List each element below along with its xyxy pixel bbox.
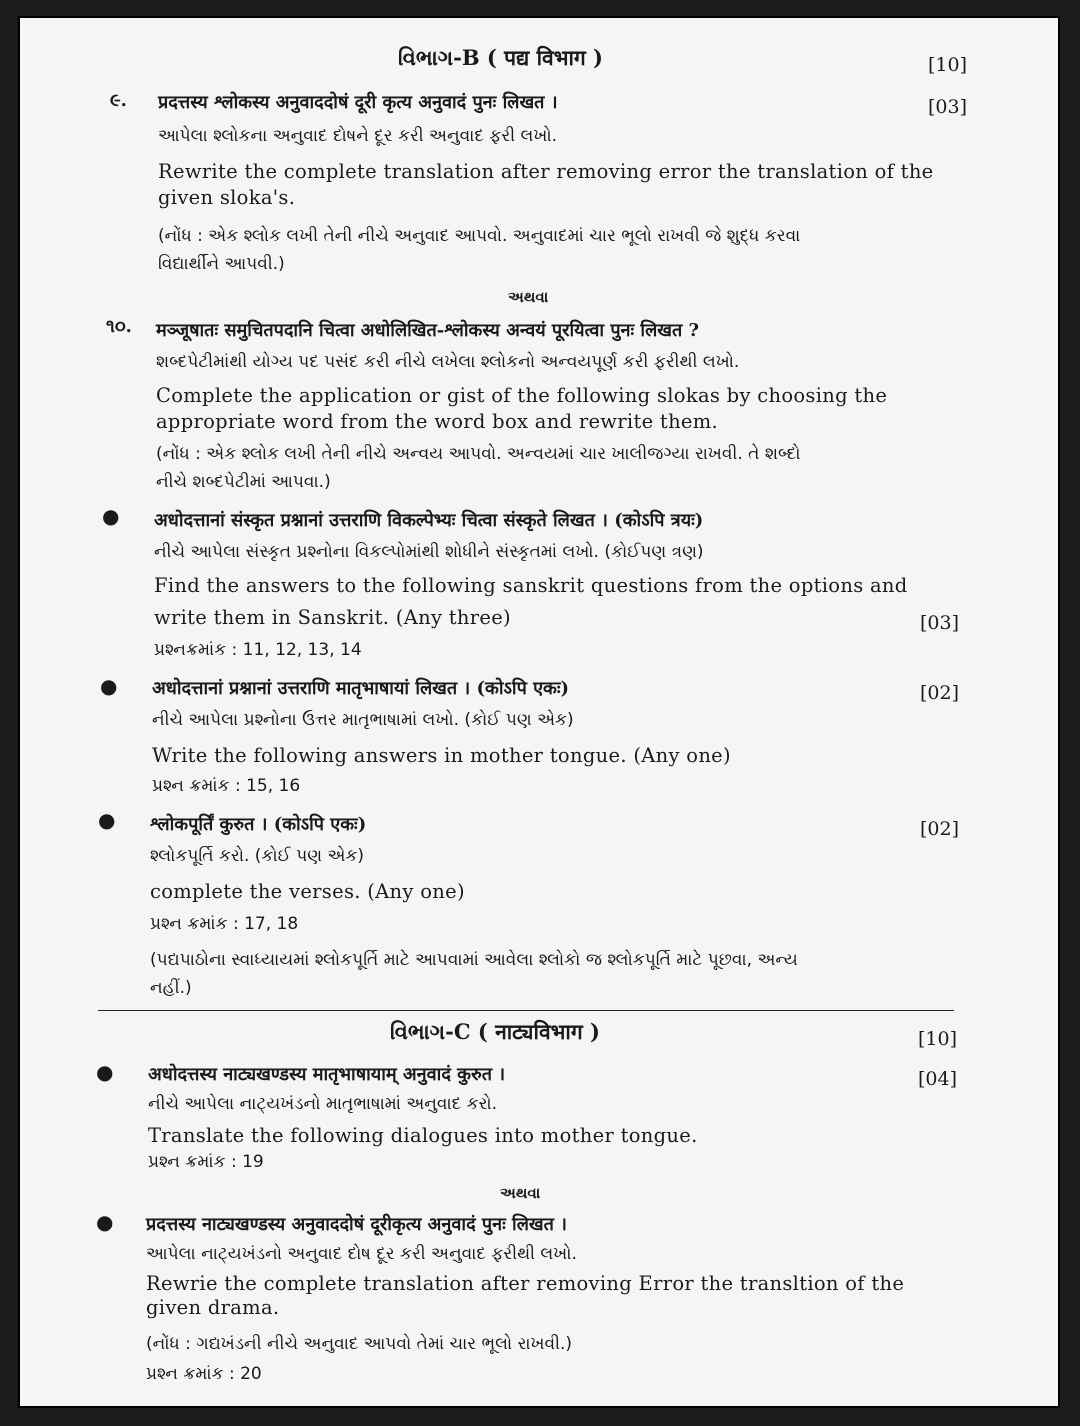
exam-page — [18, 16, 1060, 1408]
q10-note-1: (નોંધ : એક શ્લોક લખી તેની નીચે અન્વય આપવો. અન્વયમાં ચાર ખાલીજગ્યા રાખવી. તે શબ્દો — [156, 444, 801, 464]
q10-english-2: appropriate word from the word box and rewrite them. — [156, 410, 719, 433]
b2-sanskrit: अधोदत्तानां प्रश्नानां उत्तराणि मातृभाषायां लिखत । (कोऽपि एकः) — [152, 678, 570, 699]
or-label-2: અથવા — [500, 1184, 541, 1202]
b3-sanskrit: श्लोकपूर्तिं कुरुत । (कोऽपि एकः) — [150, 814, 367, 835]
bullet-icon: ● — [100, 674, 118, 698]
q9-sanskrit: प्रदत्तस्य श्लोकस्य अनुवाददोषं दूरी कृत्य अनुवादं पुनः लिखत । — [158, 92, 558, 113]
c2-note: (નોંધ : ગદ્યખંડની નીચે અનુવાદ આપવો તેમાં ચાર ભૂલો રાખવી.) — [146, 1334, 573, 1354]
q9-english-1: Rewrite the complete translation after removing error the translation of the — [158, 160, 934, 183]
c2-gujarati: આપેલા નાટ્યખંડનો અનુવાદ દોષ દૂર કરી અનુવાદ ફરીથી લખો. — [146, 1244, 577, 1264]
bullet-icon: ● — [96, 1210, 114, 1234]
b2-english: Write the following answers in mother tongue. (Any one) — [152, 744, 731, 767]
b1-question-ref: પ્રશ્નક્રમાંક : 11, 12, 13, 14 — [154, 640, 362, 660]
b3-gujarati: શ્લોકપૂર્તિ કરો. (કોઈ પણ એક) — [150, 846, 365, 866]
q10-sanskrit: मञ्जूषातः समुचितपदानि चित्वा अधोलिखित-श्लोकस्य अन्वयं पूरयित्वा पुनः लिखत ? — [156, 320, 700, 341]
section-c-title: વિભાગ-C ( नाट्यविभाग ) — [390, 1019, 600, 1044]
q9-number: ૯. — [110, 90, 127, 111]
c1-question-ref: પ્રશ્ન ક્રમાંક : 19 — [148, 1152, 264, 1172]
q10-english-1: Complete the application or gist of the following slokas by choosing the — [156, 384, 888, 407]
section-b-title: વિભાગ-B ( पद्य विभाग ) — [398, 45, 603, 70]
c2-sanskrit: प्रदत्तस्य नाट्यखण्डस्य अनुवाददोषं दूरीकृत्य अनुवादं पुनः लिखत । — [146, 1214, 567, 1235]
b3-english: complete the verses. (Any one) — [150, 880, 465, 903]
section-c-marks: [10] — [918, 1028, 958, 1050]
b1-english-2: write them in Sanskrit. (Any three) — [154, 606, 511, 629]
section-b-marks: [10] — [928, 54, 968, 76]
q9-english-2: given sloka's. — [158, 186, 296, 209]
b2-question-ref: પ્રશ્ન ક્રમાંક : 15, 16 — [152, 776, 301, 796]
section-divider — [98, 1010, 954, 1011]
b3-note-1: (પદ્યપાઠોના સ્વાધ્યાયમાં શ્લોકપૂર્તિ માટે આપવામાં આવેલા શ્લોકો જ શ્લોકપૂર્તિ માટે પૂછવા, અન્ય — [150, 950, 798, 970]
c2-english-1: Rewrie the complete translation after removing Error the transltion of the — [146, 1272, 905, 1295]
or-label-1: અથવા — [508, 288, 549, 306]
q9-note-1: (નોંધ : એક શ્લોક લખી તેની નીચે અનુવાદ આપવો. અનુવાદમાં ચાર ભૂલો રાખવી જે શુદ્ધ કરવા — [158, 226, 801, 246]
c1-english: Translate the following dialogues into mother tongue. — [148, 1124, 698, 1147]
b3-note-2: નહીં.) — [150, 978, 192, 998]
b3-marks: [02] — [920, 818, 960, 840]
b2-marks: [02] — [920, 682, 960, 704]
c1-sanskrit: अधोदत्तस्य नाट्यखण्डस्य मातृभाषायाम् अनुवादं कुरुत । — [148, 1064, 506, 1085]
c2-question-ref: પ્રશ્ન ક્રમાંક : 20 — [146, 1364, 262, 1384]
q10-gujarati: શબ્દપેટીમાંથી યોગ્ય પદ પસંદ કરી નીચે લખેલા શ્લોકનો અન્વયપૂર્ણ કરી ફરીથી લખો. — [156, 352, 740, 372]
bullet-icon: ● — [98, 808, 116, 832]
q9-marks: [03] — [928, 96, 968, 118]
b1-sanskrit: अधोदत्तानां संस्कृत प्रश्नानां उत्तराणि विकल्पेभ्यः चित्वा संस्कृते लिखत । (कोऽपि त्रयः) — [154, 510, 704, 531]
bullet-icon: ● — [96, 1060, 114, 1084]
b1-gujarati: નીચે આપેલા સંસ્કૃત પ્રશ્નોના વિકલ્પોમાંથી શોધીને સંસ્કૃતમાં લખો. (કોઈપણ ત્રણ) — [154, 542, 704, 562]
c1-marks: [04] — [918, 1068, 958, 1090]
q9-gujarati: આપેલા શ્લોકના અનુવાદ દોષને દૂર કરી અનુવાદ ફરી લખો. — [158, 126, 557, 146]
c1-gujarati: નીચે આપેલા નાટ્યખંડનો માતૃભાષામાં અનુવાદ કરો. — [148, 1094, 498, 1114]
b1-english-1: Find the answers to the following sanskrit questions from the options and — [154, 574, 908, 597]
bullet-icon: ● — [102, 504, 120, 528]
q10-note-2: નીચે શબ્દપેટીમાં આપવા.) — [156, 472, 331, 492]
q9-note-2: વિદ્યાર્થીને આપવી.) — [158, 254, 285, 274]
c2-english-2: given drama. — [146, 1296, 280, 1319]
b3-question-ref: પ્રશ્ન ક્રમાંક : 17, 18 — [150, 914, 299, 934]
b1-marks: [03] — [920, 612, 960, 634]
q10-number: ૧૦. — [106, 316, 132, 337]
b2-gujarati: નીચે આપેલા પ્રશ્નોના ઉત્તર માતૃભાષામાં લખો. (કોઈ પણ એક) — [152, 710, 574, 730]
